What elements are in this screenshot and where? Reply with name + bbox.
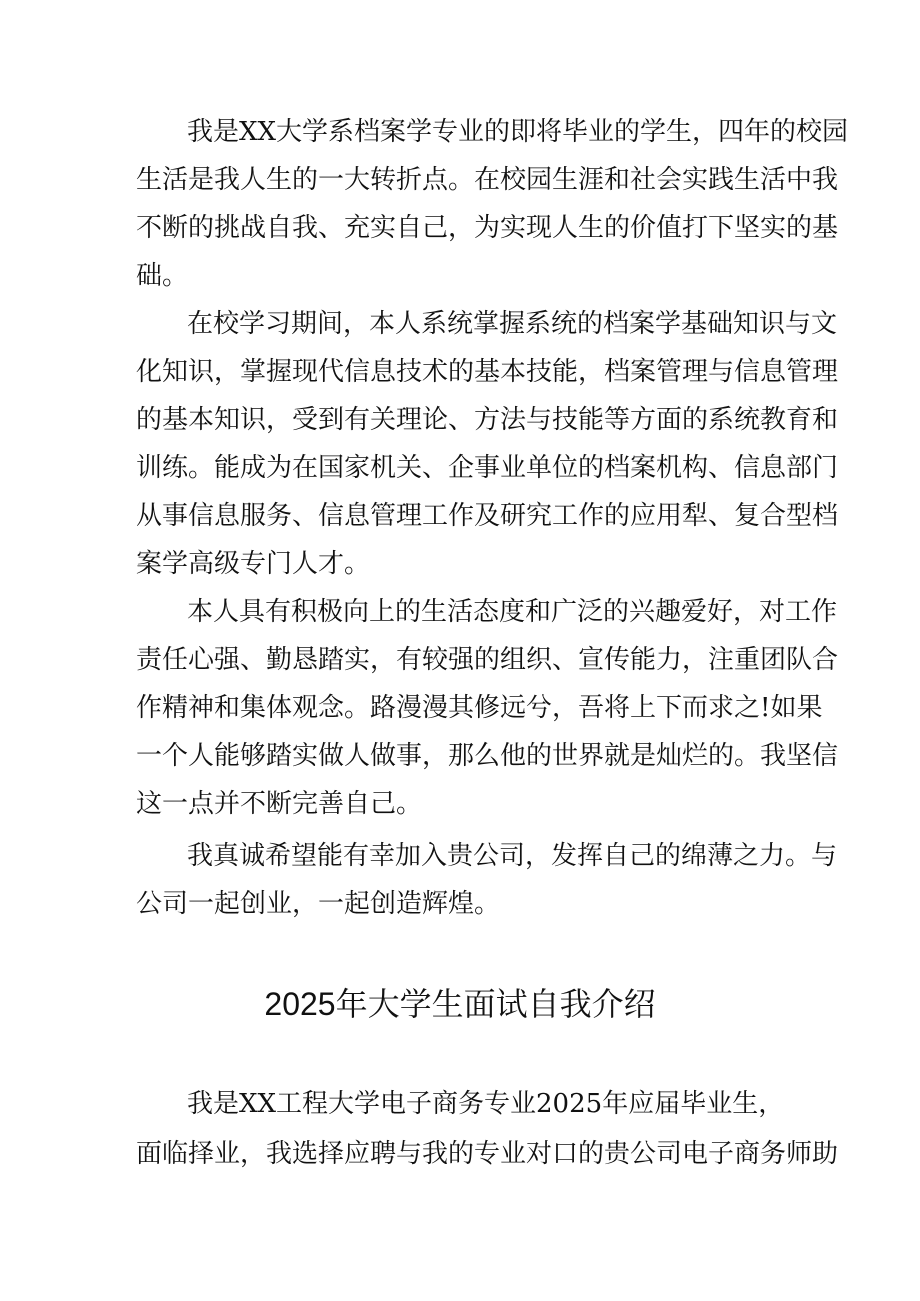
paragraph-1-line-1: 我是XX大学系档案学专业的即将毕业的学生，四年的校园 xyxy=(187,117,849,147)
paragraph-1-line-4: 础。 xyxy=(136,261,189,291)
paragraph-4-line-2: 公司一起创业，一起创造辉煌。 xyxy=(136,889,501,919)
paragraph-2-line-6: 案学高级专门人才。 xyxy=(136,549,371,579)
section-title: 2025年大学生面试自我介绍 xyxy=(264,986,656,1022)
paragraph-2-line-2: 化知识，掌握现代信息技术的基本技能，档案管理与信息管理 xyxy=(136,357,839,387)
paragraph-2-line-1: 在校学习期间，本人系统掌握系统的档案学基础知识与文 xyxy=(187,309,838,339)
paragraph-3-line-5: 这一点并不断完善自己。 xyxy=(136,789,423,819)
paragraph-2-line-4: 训练。能成为在国家机关、企事业单位的档案机构、信息部门 xyxy=(136,453,839,483)
section-2-paragraph-1-line-1: 我是XX工程大学电子商务专业2025年应届毕业生， xyxy=(187,1089,785,1119)
paragraph-1-line-3: 不断的挑战自我、充实自己，为实现人生的价值打下坚实的基 xyxy=(136,213,839,243)
section-2-paragraph-1-line-2: 面临择业，我选择应聘与我的专业对口的贵公司电子商务师助 xyxy=(136,1139,839,1169)
paragraph-2-line-5: 从事信息服务、信息管理工作及研究工作的应用犁、复合型档 xyxy=(136,501,839,531)
paragraph-3-line-2: 责任心强、勤恳踏实，有较强的组织、宣传能力，注重团队合 xyxy=(136,645,839,675)
paragraph-2-line-3: 的基本知识，受到有关理论、方法与技能等方面的系统教育和 xyxy=(136,405,839,435)
paragraph-3-line-4: 一个人能够踏实做人做事，那么他的世界就是灿烂的。我坚信 xyxy=(136,741,839,771)
paragraph-4-line-1: 我真诚希望能有幸加入贵公司，发挥自己的绵薄之力。与 xyxy=(187,841,838,871)
paragraph-1-line-2: 生活是我人生的一大转折点。在校园生涯和社会实践生活中我 xyxy=(136,165,839,195)
paragraph-3-line-3: 作精神和集体观念。路漫漫其修远兮，吾将上下而求之!如果 xyxy=(136,693,823,723)
paragraph-3-line-1: 本人具有积极向上的生活态度和广泛的兴趣爱好，对工作 xyxy=(187,597,838,627)
